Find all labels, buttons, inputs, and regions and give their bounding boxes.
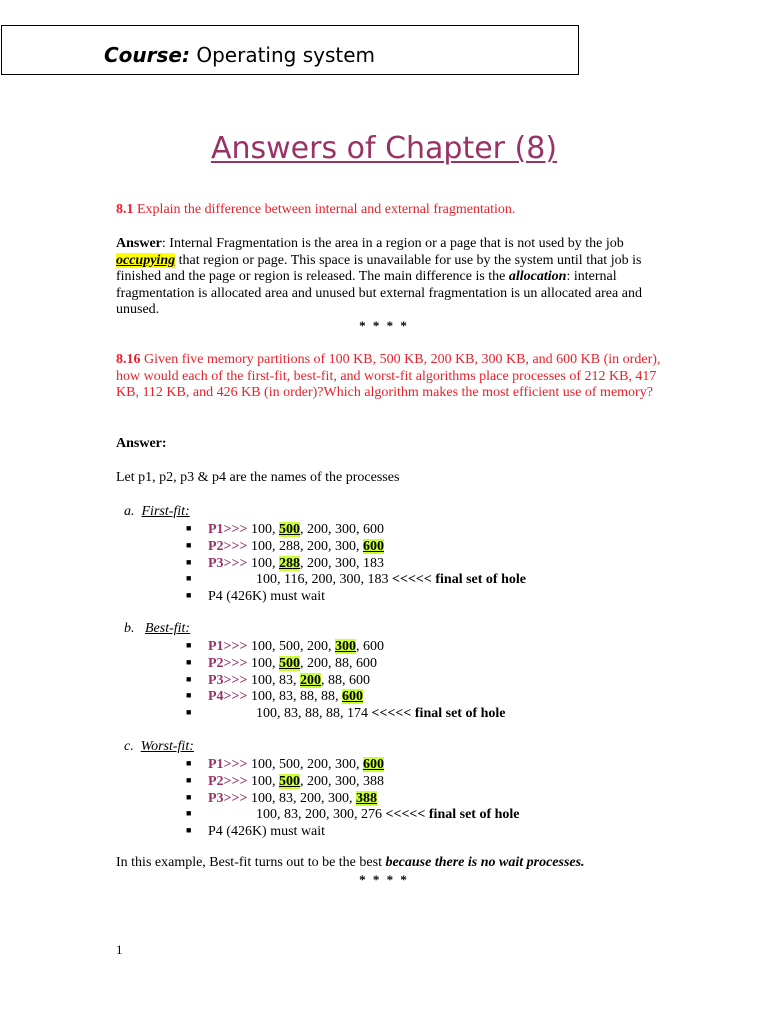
page-number: 1 <box>116 942 123 957</box>
process-label: P2>>> <box>208 773 248 789</box>
partition-values: , 200, 300, 388 <box>299 773 384 789</box>
partition-values: 100, 116, 200, 300, 183 <box>256 572 392 588</box>
section-name: First-fit: <box>141 504 190 519</box>
list-item <box>186 704 506 722</box>
bullet-icon: ■ <box>186 791 192 802</box>
bullet-icon: ■ <box>186 673 192 684</box>
bullet-icon: ■ <box>186 640 192 650</box>
process-label: P3>>> <box>208 555 248 571</box>
arrows: <<<<< <box>385 807 426 823</box>
partition-values: 100, 83, 200, 300, 276 <box>256 807 386 823</box>
allocated-partition: 300 <box>334 639 356 654</box>
final-hole-label: final set of hole <box>411 706 506 722</box>
list-item <box>186 805 520 823</box>
list-item <box>186 687 363 705</box>
process-label: P3>>> <box>208 790 248 806</box>
section-letter: b. <box>124 621 135 636</box>
partition-values: 100, <box>250 522 279 537</box>
question-text: Given five memory partitions of 100 KB, 500 KB, 200 KB, 300 KB, and 600 KB (in order), how would each of the first-fit, best-fit, and worst-fit algorithms place processes of 212 KB, 417 KB, 112 KB, and 426 KB (in order)?Which algorithm makes the most efficient use of memory? <box>116 352 661 401</box>
question-number: 8.16 <box>116 352 141 367</box>
process-label: P1>>> <box>208 757 248 772</box>
partition-values: 100, 500, 200, <box>250 639 335 654</box>
partition-values: , 200, 300, 600 <box>299 522 384 537</box>
list-item <box>186 671 370 689</box>
allocated-partition: 500 <box>278 522 300 537</box>
bullet-icon: ■ <box>186 690 192 701</box>
partition-values: 100, 500, 200, 300, <box>250 757 363 772</box>
conclusion-emphasis: because there is no wait processes. <box>385 855 585 870</box>
partition-values: 100, 83, 88, 88, 174 <box>256 706 372 722</box>
allocated-partition: 600 <box>362 538 384 554</box>
allocated-partition: 200 <box>299 672 321 688</box>
emph-allocation: allocation <box>508 269 567 285</box>
section-name: Best-fit: <box>145 621 191 636</box>
allocated-partition: 500 <box>278 655 300 671</box>
page-title: Answers of Chapter (8) <box>210 131 558 166</box>
conclusion-text: In this example, Best-fit turns out to be the best <box>116 855 386 870</box>
section-first-fit <box>124 504 190 520</box>
process-label: P2>>> <box>208 655 248 671</box>
course-label: Course: <box>104 43 190 67</box>
list-item <box>186 637 384 655</box>
intro-text: Let p1, p2, p3 & p4 are the names of the processes <box>116 470 400 485</box>
highlight-occupying: occupying <box>116 252 176 268</box>
separator-stars: * * * * <box>359 872 409 887</box>
partition-values: 100, 83, 200, 300, <box>250 790 356 806</box>
list-item <box>186 520 384 538</box>
partition-values: P4 (426K) must wait <box>208 589 326 605</box>
partition-values: , 200, 300, 183 <box>299 555 384 571</box>
conclusion <box>116 855 661 872</box>
bullet-icon: ■ <box>186 707 192 718</box>
allocated-partition: 288 <box>278 555 300 571</box>
question-text: Explain the difference between internal and external fragmentation. <box>137 202 516 217</box>
bullet-icon: ■ <box>186 758 192 768</box>
process-label: P1>>> <box>208 522 248 537</box>
bullet-icon: ■ <box>186 523 192 533</box>
process-label: P4>>> <box>208 689 248 705</box>
section-letter: a. <box>124 504 135 519</box>
bullet-icon: ■ <box>186 539 192 550</box>
partition-values: , 200, 88, 600 <box>299 655 377 671</box>
process-label: P2>>> <box>208 538 248 554</box>
allocated-partition: 600 <box>341 689 363 705</box>
course-line <box>104 42 375 68</box>
partition-values: 100, <box>250 773 279 789</box>
final-hole-label: final set of hole <box>431 572 526 588</box>
bullet-icon: ■ <box>186 590 192 601</box>
section-best-fit <box>124 621 190 637</box>
allocated-partition: 500 <box>278 773 300 789</box>
answer-label: Answer: <box>116 436 167 451</box>
section-letter: c. <box>124 739 134 754</box>
partition-values: 100, 83, 88, 88, <box>250 689 342 705</box>
list-item <box>186 570 526 588</box>
answer-label: Answer <box>116 236 162 251</box>
partition-values: 100, 83, <box>250 672 300 688</box>
bullet-icon: ■ <box>186 573 192 584</box>
question-8-1 <box>116 202 661 219</box>
answer-8-1 <box>116 236 661 319</box>
list-item <box>186 587 325 605</box>
partition-values: , 88, 600 <box>320 672 370 688</box>
section-worst-fit <box>124 739 194 755</box>
arrows: <<<<< <box>371 706 412 722</box>
list-item <box>186 755 384 773</box>
list-item <box>186 822 325 840</box>
section-name: Worst-fit: <box>140 739 194 754</box>
process-label: P1>>> <box>208 639 248 654</box>
question-8-16 <box>116 352 661 402</box>
partition-values: 100, <box>250 555 279 571</box>
bullet-icon: ■ <box>186 556 192 567</box>
answer-text: that region or page. This space is unavailable for use by the system until that job is finished and the page or region is released. The main difference is the <box>116 252 642 285</box>
answer-text: : internal fragmentation is allocated area and unused but external fragmentation is un allocated area and unused. <box>116 269 642 318</box>
list-item <box>186 554 384 572</box>
separator-stars: * * * * <box>359 318 409 333</box>
partition-values: 100, <box>250 655 279 671</box>
allocated-partition: 388 <box>355 790 377 806</box>
partition-values: 100, 288, 200, 300, <box>250 538 363 554</box>
partition-values: P4 (426K) must wait <box>208 824 326 840</box>
allocated-partition: 600 <box>362 757 384 772</box>
bullet-icon: ■ <box>186 656 192 667</box>
process-label: P3>>> <box>208 672 248 688</box>
list-item <box>186 654 377 672</box>
question-number: 8.1 <box>116 202 134 217</box>
bullet-icon: ■ <box>186 774 192 785</box>
list-item <box>186 772 384 790</box>
bullet-icon: ■ <box>186 825 192 836</box>
partition-values: , 600 <box>355 639 384 654</box>
list-item <box>186 537 384 555</box>
final-hole-label: final set of hole <box>425 807 520 823</box>
course-name: Operating system <box>196 43 376 67</box>
bullet-icon: ■ <box>186 808 192 819</box>
answer-text: : Internal Fragmentation is the area in a region or a page that is not used by the job <box>161 236 624 251</box>
list-item <box>186 789 377 807</box>
arrows: <<<<< <box>391 572 432 588</box>
